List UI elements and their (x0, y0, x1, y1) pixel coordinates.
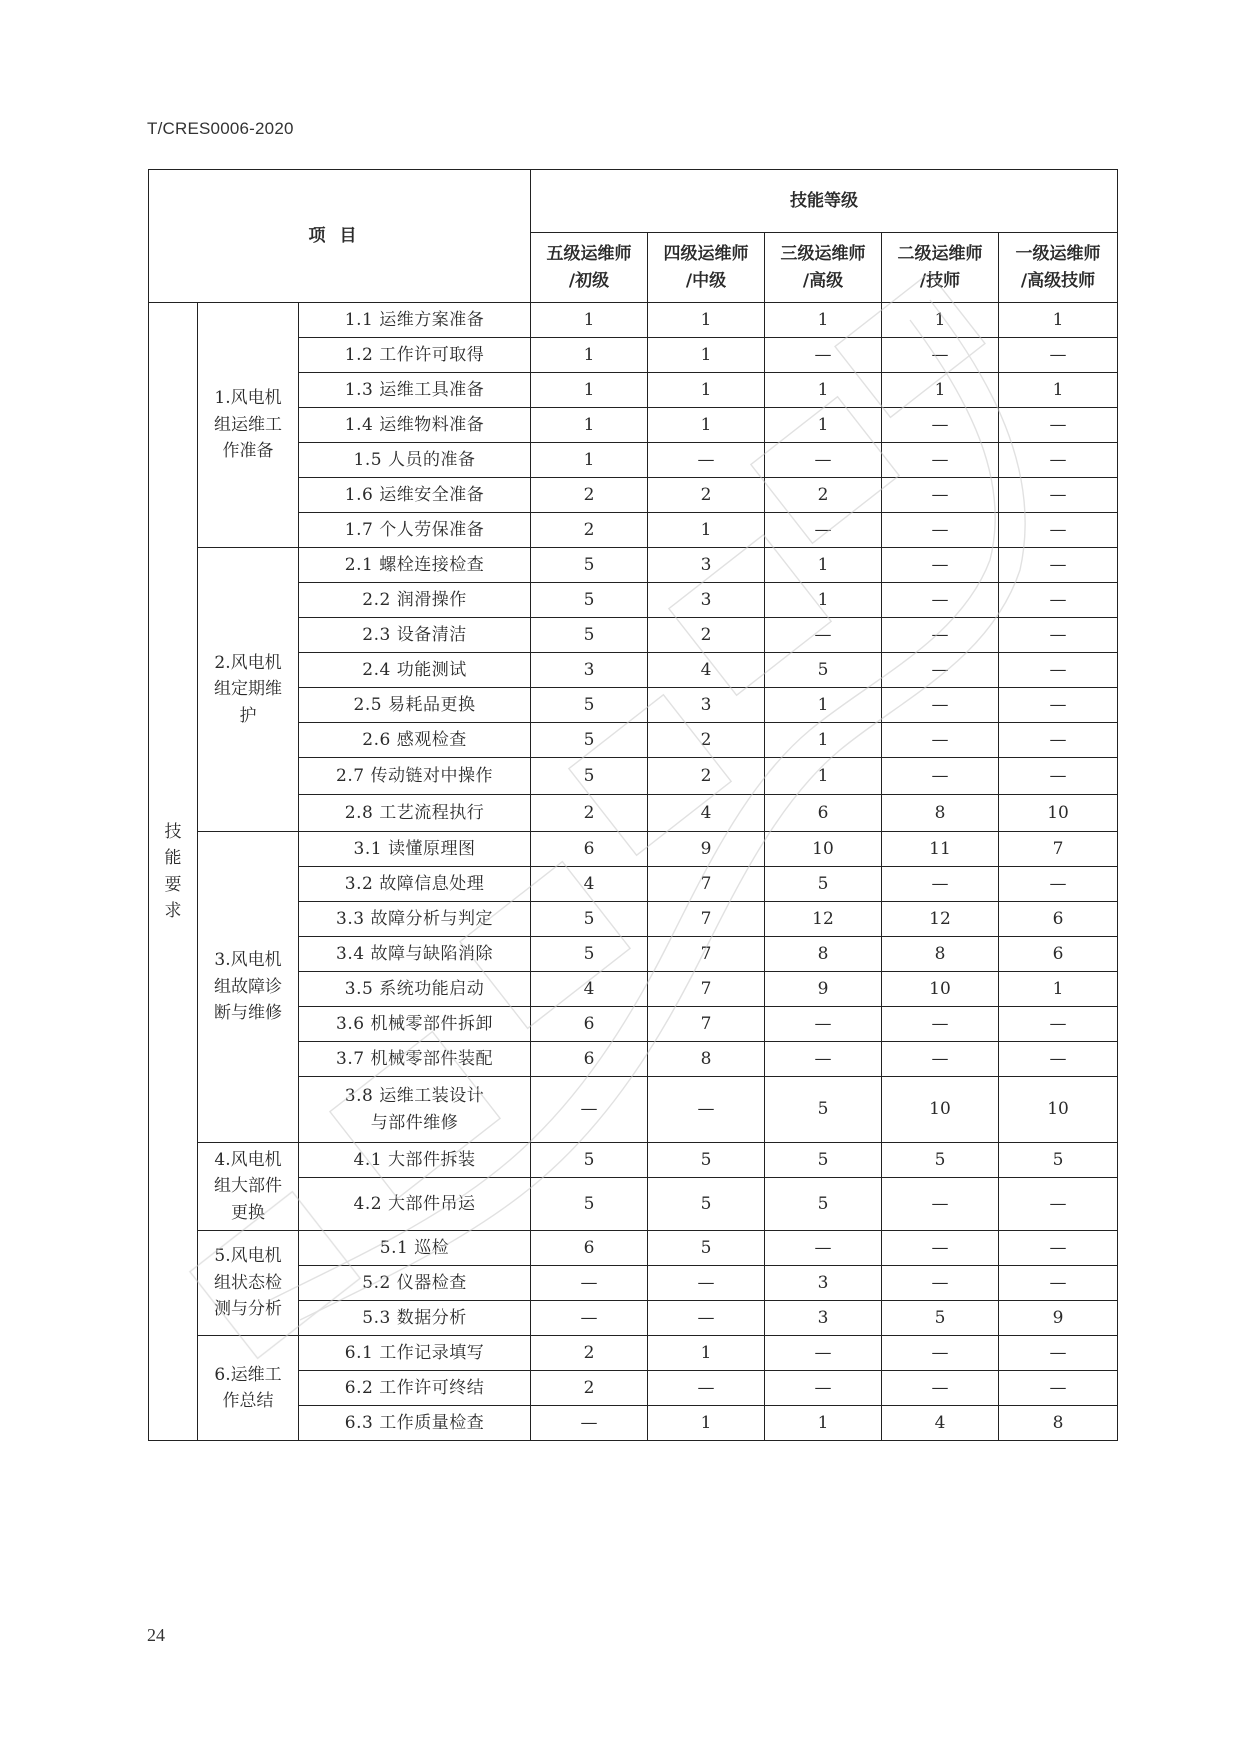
value-cell: 1 (765, 1406, 882, 1441)
value-cell: — (765, 443, 882, 478)
category-cell-2 (198, 548, 299, 832)
table-row (149, 1231, 1118, 1266)
value-cell: 1 (648, 408, 765, 443)
sub-item-name (299, 653, 531, 688)
value-cell: 6 (765, 795, 882, 832)
value-cell: — (882, 653, 999, 688)
value-cell: 2 (765, 478, 882, 513)
value-cell: 6 (531, 1231, 648, 1266)
sub-item-name (299, 1007, 531, 1042)
value-cell: 7 (648, 972, 765, 1007)
value-cell: 1 (765, 723, 882, 758)
sub-item-name (299, 972, 531, 1007)
category-label-line: 测与分析 (214, 1299, 282, 1320)
value-cell: — (999, 408, 1118, 443)
value-cell: 5 (765, 1178, 882, 1231)
value-cell: 5 (999, 1143, 1118, 1178)
value-cell: 12 (882, 902, 999, 937)
value-cell: — (882, 867, 999, 902)
table-row (149, 1336, 1118, 1371)
level-header-4 (882, 233, 999, 303)
table-row (149, 548, 1118, 583)
value-cell: 3 (648, 548, 765, 583)
value-cell: — (999, 653, 1118, 688)
value-cell: 1 (765, 688, 882, 723)
sub-item-name (299, 1042, 531, 1077)
value-cell: 6 (531, 1042, 648, 1077)
category-label-line: 作准备 (222, 441, 274, 462)
sub-item-name (299, 1178, 531, 1231)
sub-item-name (299, 513, 531, 548)
value-cell: 4 (531, 867, 648, 902)
sub-item-name-text: 3.8 运维工装设计 (344, 1086, 485, 1107)
value-cell: — (648, 443, 765, 478)
value-cell: 1 (765, 583, 882, 618)
value-cell: — (765, 1231, 882, 1266)
value-cell: — (882, 1042, 999, 1077)
value-cell: 5 (531, 723, 648, 758)
sub-item-name-text: 5.1 巡检 (379, 1237, 450, 1258)
category-cell-4 (198, 1143, 299, 1231)
value-cell: — (882, 443, 999, 478)
sub-item-name (299, 795, 531, 832)
value-cell: — (882, 548, 999, 583)
sub-item-name-text: 2.7 传动链对中操作 (336, 765, 493, 786)
value-cell: — (765, 1336, 882, 1371)
value-cell: — (765, 618, 882, 653)
value-cell: 10 (765, 832, 882, 867)
value-cell: 1 (999, 303, 1118, 338)
value-cell: — (882, 1007, 999, 1042)
value-cell: — (882, 1336, 999, 1371)
skill-level-header: 技能等级 (531, 170, 1118, 233)
category-label-line: 组状态检 (214, 1272, 282, 1293)
skill-requirements-table (148, 169, 1118, 1441)
sub-item-name (299, 723, 531, 758)
value-cell: 1 (531, 408, 648, 443)
level-header-subtitle: /技师 (919, 270, 961, 291)
value-cell: — (531, 1406, 648, 1441)
value-cell: — (882, 723, 999, 758)
value-cell: 4 (531, 972, 648, 1007)
value-cell: 5 (531, 618, 648, 653)
sub-item-name (299, 937, 531, 972)
value-cell: 2 (648, 723, 765, 758)
value-cell: 3 (648, 688, 765, 723)
value-cell: 1 (999, 972, 1118, 1007)
value-cell: 5 (765, 653, 882, 688)
value-cell: 2 (531, 478, 648, 513)
level-header-title: 四级运维师 (663, 244, 749, 265)
value-cell: 3 (648, 583, 765, 618)
value-cell: 1 (648, 1406, 765, 1441)
sub-item-name-text: 3.7 机械零部件装配 (336, 1048, 493, 1069)
value-cell: 5 (765, 1077, 882, 1143)
level-header-subtitle: /高级 (802, 270, 844, 291)
level-header-title: 二级运维师 (897, 244, 983, 265)
value-cell: 10 (999, 1077, 1118, 1143)
category-label-line: 1.风电机 (214, 388, 282, 409)
value-cell: — (999, 1266, 1118, 1301)
sub-item-name (299, 548, 531, 583)
value-cell: 5 (531, 1143, 648, 1178)
value-cell: 8 (999, 1406, 1118, 1441)
value-cell: 1 (648, 373, 765, 408)
value-cell: 1 (882, 303, 999, 338)
value-cell: 6 (531, 1007, 648, 1042)
sub-item-name-text: 3.6 机械零部件拆卸 (336, 1013, 493, 1034)
level-header-2 (648, 233, 765, 303)
value-cell: 1 (765, 408, 882, 443)
sub-item-name-text: 1.1 运维方案准备 (344, 309, 485, 330)
value-cell: 11 (882, 832, 999, 867)
document-code: T/CRES0006-2020 (147, 119, 294, 138)
value-cell: 6 (999, 937, 1118, 972)
value-cell: — (882, 1266, 999, 1301)
value-cell: — (765, 338, 882, 373)
value-cell: 6 (531, 832, 648, 867)
value-cell: 1 (765, 303, 882, 338)
value-cell: — (765, 513, 882, 548)
value-cell: 2 (531, 1336, 648, 1371)
sub-item-name (299, 583, 531, 618)
value-cell: 5 (531, 583, 648, 618)
category-label-line: 2.风电机 (214, 652, 282, 673)
sub-item-name-text: 6.3 工作质量检查 (344, 1412, 485, 1433)
value-cell: — (999, 548, 1118, 583)
value-cell: — (999, 1371, 1118, 1406)
sub-item-name-text: 3.3 故障分析与判定 (336, 908, 493, 929)
sub-item-name (299, 758, 531, 795)
value-cell: 10 (882, 1077, 999, 1143)
sub-item-name-text-line2: 与部件维修 (370, 1112, 459, 1133)
value-cell: — (882, 688, 999, 723)
value-cell: 8 (648, 1042, 765, 1077)
value-cell: 2 (648, 758, 765, 795)
row-group-char: 能 (164, 848, 182, 869)
value-cell: 4 (882, 1406, 999, 1441)
sub-item-name-text: 4.1 大部件拆装 (353, 1149, 476, 1170)
value-cell: — (882, 1178, 999, 1231)
value-cell: — (999, 478, 1118, 513)
sub-item-name-text: 3.5 系统功能启动 (344, 978, 485, 999)
value-cell: 3 (531, 653, 648, 688)
category-label-line: 6.运维工 (214, 1364, 282, 1385)
value-cell: — (999, 338, 1118, 373)
sub-item-name (299, 1231, 531, 1266)
value-cell: — (999, 1231, 1118, 1266)
category-label-line: 3.风电机 (214, 950, 282, 971)
value-cell: 9 (765, 972, 882, 1007)
value-cell: 1 (648, 303, 765, 338)
category-label-line: 作总结 (222, 1391, 274, 1411)
value-cell: 1 (765, 373, 882, 408)
value-cell: — (999, 723, 1118, 758)
sub-item-name (299, 688, 531, 723)
sub-item-name-text: 2.4 功能测试 (362, 659, 467, 680)
sub-item-name-text: 3.2 故障信息处理 (344, 873, 485, 894)
value-cell: 5 (648, 1231, 765, 1266)
sub-item-name-text: 3.1 读懂原理图 (353, 838, 476, 859)
value-cell: 5 (882, 1143, 999, 1178)
value-cell: — (999, 867, 1118, 902)
value-cell: 1 (531, 338, 648, 373)
sub-item-name-text: 2.1 螺栓连接检查 (344, 554, 485, 575)
sub-item-name-text: 1.5 人员的准备 (353, 449, 476, 470)
value-cell: — (999, 443, 1118, 478)
sub-item-name-text: 6.2 工作许可终结 (344, 1377, 485, 1398)
sub-item-name-text: 5.2 仪器检查 (362, 1272, 467, 1293)
value-cell: 5 (531, 688, 648, 723)
value-cell: 2 (648, 618, 765, 653)
value-cell: — (882, 338, 999, 373)
sub-item-name-text: 1.2 工作许可取得 (344, 344, 485, 365)
value-cell: 9 (999, 1301, 1118, 1336)
value-cell: 5 (531, 548, 648, 583)
sub-item-name-text: 2.8 工艺流程执行 (344, 802, 485, 823)
value-cell: — (648, 1371, 765, 1406)
value-cell: 8 (765, 937, 882, 972)
value-cell: 7 (648, 902, 765, 937)
value-cell: — (999, 1336, 1118, 1371)
value-cell: 1 (765, 548, 882, 583)
value-cell: — (999, 1178, 1118, 1231)
level-header-3 (765, 233, 882, 303)
category-label-line: 组大部件 (214, 1176, 282, 1197)
level-header-subtitle: /中级 (685, 270, 727, 291)
sub-item-name (299, 443, 531, 478)
value-cell: — (882, 408, 999, 443)
value-cell: 5 (882, 1301, 999, 1336)
value-cell: 1 (648, 513, 765, 548)
value-cell: — (531, 1266, 648, 1301)
category-label-line: 组故障诊 (214, 976, 282, 997)
value-cell: — (531, 1301, 648, 1336)
sub-item-name-text: 1.3 运维工具准备 (344, 379, 485, 400)
value-cell: 5 (531, 902, 648, 937)
value-cell: — (999, 513, 1118, 548)
value-cell: — (765, 1371, 882, 1406)
level-header-subtitle: /高级技师 (1020, 270, 1096, 291)
sub-item-name-text: 4.2 大部件吊运 (353, 1193, 476, 1214)
row-group-char: 要 (164, 874, 182, 895)
sub-item-name (299, 338, 531, 373)
category-label-line: 断与维修 (214, 1003, 282, 1024)
value-cell: 8 (882, 937, 999, 972)
value-cell: 6 (999, 902, 1118, 937)
value-cell: 1 (882, 373, 999, 408)
value-cell: — (648, 1077, 765, 1143)
value-cell: 1 (531, 373, 648, 408)
item-header: 项目 (308, 225, 371, 246)
value-cell: 2 (648, 478, 765, 513)
value-cell: 2 (531, 1371, 648, 1406)
value-cell: — (882, 583, 999, 618)
sub-item-name-text: 3.4 故障与缺陷消除 (336, 943, 493, 964)
sub-item-name (299, 1077, 531, 1143)
value-cell: — (999, 1007, 1118, 1042)
value-cell: 3 (765, 1266, 882, 1301)
value-cell: — (882, 1231, 999, 1266)
value-cell: — (999, 688, 1118, 723)
page-number: 24 (147, 1625, 165, 1645)
value-cell: 5 (531, 1178, 648, 1231)
sub-item-name-text: 2.6 感观检查 (362, 729, 467, 750)
value-cell: — (882, 758, 999, 795)
value-cell: — (882, 478, 999, 513)
sub-item-name-text: 2.5 易耗品更换 (353, 694, 476, 715)
sub-item-name-text: 6.1 工作记录填写 (344, 1342, 485, 1363)
sub-item-name (299, 478, 531, 513)
value-cell: — (999, 758, 1118, 795)
value-cell: 2 (531, 795, 648, 832)
table-row (149, 832, 1118, 867)
value-cell: 1 (531, 303, 648, 338)
level-header-title: 五级运维师 (546, 244, 632, 265)
sub-item-name-text: 1.7 个人劳保准备 (344, 519, 485, 540)
sub-item-name-text: 2.2 润滑操作 (362, 589, 467, 610)
value-cell: 5 (765, 867, 882, 902)
level-header-title: 三级运维师 (780, 244, 866, 265)
value-cell: 10 (882, 972, 999, 1007)
category-label-line: 组定期维 (214, 679, 282, 700)
value-cell: 5 (648, 1178, 765, 1231)
sub-item-name (299, 373, 531, 408)
value-cell: 2 (531, 513, 648, 548)
value-cell: 1 (765, 758, 882, 795)
sub-item-name (299, 1371, 531, 1406)
category-label-line: 护 (239, 705, 257, 726)
value-cell: 10 (999, 795, 1118, 832)
category-cell-6 (198, 1336, 299, 1441)
value-cell: 3 (765, 1301, 882, 1336)
value-cell: — (999, 618, 1118, 653)
sub-item-name-text: 1.4 运维物料准备 (344, 414, 485, 435)
category-cell-3 (198, 832, 299, 1143)
sub-item-name (299, 867, 531, 902)
value-cell: 5 (765, 1143, 882, 1178)
sub-item-name (299, 618, 531, 653)
category-label-line: 5.风电机 (214, 1246, 282, 1267)
value-cell: 9 (648, 832, 765, 867)
header-row-1 (149, 170, 1118, 233)
item-header-cell (149, 170, 531, 303)
category-label-line: 4.风电机 (214, 1149, 282, 1170)
value-cell: — (765, 1042, 882, 1077)
value-cell: 4 (648, 653, 765, 688)
value-cell: 1 (648, 1336, 765, 1371)
sub-item-name (299, 1336, 531, 1371)
value-cell: 7 (648, 1007, 765, 1042)
category-label-line: 更换 (231, 1202, 265, 1223)
value-cell: — (648, 1266, 765, 1301)
value-cell: — (999, 583, 1118, 618)
value-cell: 1 (999, 373, 1118, 408)
value-cell: — (765, 1007, 882, 1042)
value-cell: 12 (765, 902, 882, 937)
sub-item-name (299, 832, 531, 867)
level-header-1 (531, 233, 648, 303)
sub-item-name (299, 902, 531, 937)
value-cell: — (882, 513, 999, 548)
sub-item-name-text: 2.3 设备清洁 (362, 624, 467, 645)
sub-item-name (299, 303, 531, 338)
table-row (149, 303, 1118, 338)
value-cell: 1 (531, 443, 648, 478)
value-cell: 5 (531, 937, 648, 972)
table-row (149, 1143, 1118, 1178)
sub-item-name (299, 1301, 531, 1336)
sub-item-name (299, 1143, 531, 1178)
category-cell-1 (198, 303, 299, 548)
sub-item-name (299, 1406, 531, 1441)
value-cell: — (648, 1301, 765, 1336)
row-group-char: 技 (164, 821, 182, 842)
level-header-title: 一级运维师 (1015, 244, 1101, 265)
level-header-subtitle: /初级 (568, 270, 610, 291)
value-cell: 5 (531, 758, 648, 795)
sub-item-name (299, 408, 531, 443)
sub-item-name-text: 5.3 数据分析 (362, 1307, 467, 1328)
value-cell: 7 (648, 867, 765, 902)
sub-item-name (299, 1266, 531, 1301)
value-cell: 7 (648, 937, 765, 972)
level-header-5 (999, 233, 1118, 303)
value-cell: — (999, 1042, 1118, 1077)
value-cell: 8 (882, 795, 999, 832)
sub-item-name-text: 1.6 运维安全准备 (344, 484, 485, 505)
value-cell: 1 (648, 338, 765, 373)
row-group-label (149, 303, 198, 1441)
value-cell: — (531, 1077, 648, 1143)
value-cell: — (882, 618, 999, 653)
value-cell: 7 (999, 832, 1118, 867)
category-label-line: 组运维工 (214, 414, 282, 435)
category-cell-5 (198, 1231, 299, 1336)
value-cell: 5 (648, 1143, 765, 1178)
value-cell: 4 (648, 795, 765, 832)
value-cell: — (882, 1371, 999, 1406)
row-group-char: 求 (164, 900, 182, 921)
